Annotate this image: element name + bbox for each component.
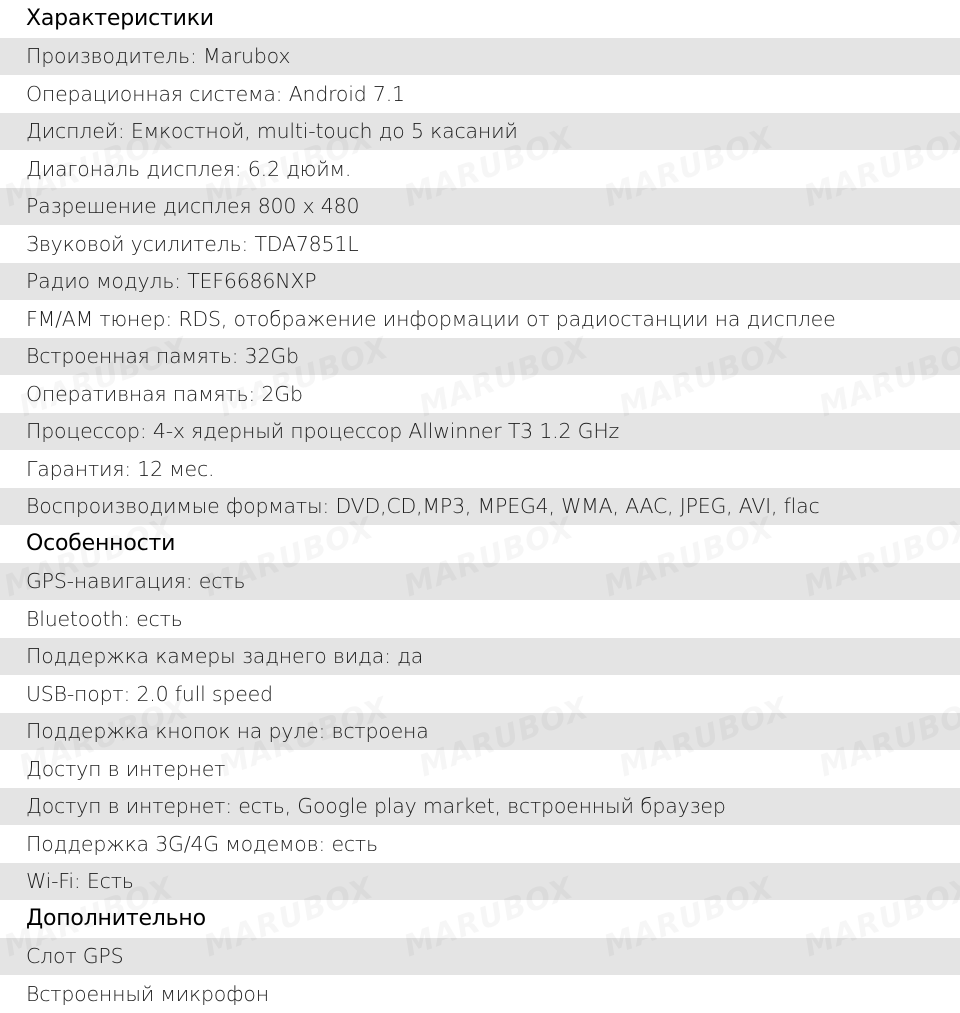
spec-row: Диагональ дисплея: 6.2 дюйм. bbox=[26, 156, 352, 181]
spec-row: Встроенный микрофон bbox=[26, 981, 269, 1006]
spec-row: Доступ в интернет bbox=[26, 756, 226, 781]
spec-row: Поддержка кнопок на руле: встроена bbox=[0, 713, 960, 751]
spec-row: Дисплей: Емкостной, multi-touch до 5 касаний bbox=[0, 113, 960, 151]
spec-row: Гарантия: 12 мес. bbox=[26, 456, 215, 481]
section-heading: Дополнительно bbox=[26, 906, 206, 932]
spec-row: Воспроизводимые форматы: DVD,CD,MP3, MPEG4, WMA, AAC, JPEG, AVI, flac bbox=[0, 488, 960, 526]
spec-row: Поддержка камеры заднего вида: да bbox=[0, 638, 960, 676]
spec-row: Процессор: 4-х ядерный процессор Allwinner T3 1.2 GHz bbox=[0, 413, 960, 451]
spec-row: Wi-Fi: Есть bbox=[0, 863, 960, 901]
spec-row: Bluetooth: есть bbox=[26, 606, 183, 631]
spec-row: Звуковой усилитель: TDA7851L bbox=[26, 231, 359, 256]
spec-row: Производитель: Marubox bbox=[0, 38, 960, 76]
section-heading: Особенности bbox=[26, 531, 176, 557]
spec-row: Оперативная память: 2Gb bbox=[26, 381, 303, 406]
section-heading: Характеристики bbox=[26, 6, 214, 32]
spec-row: Радио модуль: TEF6686NXP bbox=[0, 263, 960, 301]
spec-row: Слот GPS bbox=[0, 938, 960, 976]
spec-row: USB-порт: 2.0 full speed bbox=[26, 681, 273, 706]
spec-row: Поддержка 3G/4G модемов: есть bbox=[26, 831, 378, 856]
spec-row: GPS-навигация: есть bbox=[0, 563, 960, 601]
spec-row: Разрешение дисплея 800 x 480 bbox=[0, 188, 960, 226]
spec-row: Встроенная память: 32Gb bbox=[0, 338, 960, 376]
spec-row: Операционная система: Android 7.1 bbox=[26, 81, 405, 106]
spec-row: FM/AM тюнер: RDS, отображение информации от радиостанции на дисплее bbox=[26, 306, 836, 331]
spec-row: Доступ в интернет: есть, Google play market, встроенный браузер bbox=[0, 788, 960, 826]
